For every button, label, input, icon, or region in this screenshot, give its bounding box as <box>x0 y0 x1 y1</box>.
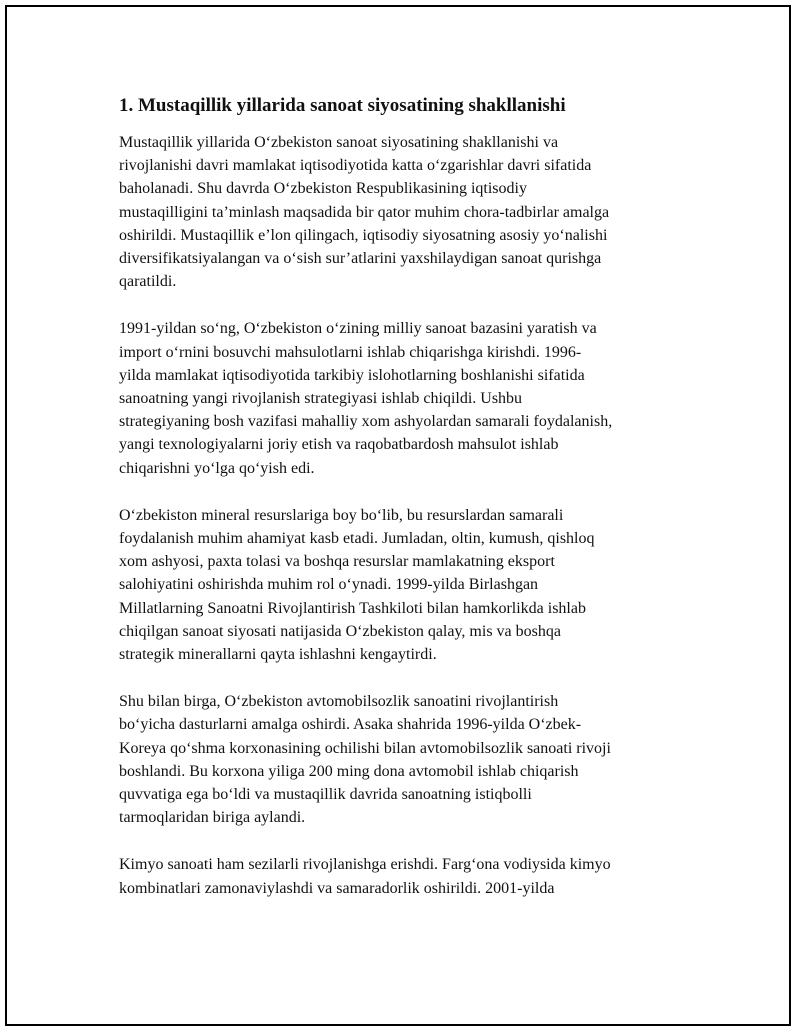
text-line: Kimyo sanoati ham sezilarli rivojlanishga erishdi. Farg‘ona vodiysida kimyo <box>119 856 611 874</box>
text-line: baholanadi. Shu davrda O‘zbekiston Respublikasining iqtisodiy <box>119 180 527 198</box>
text-line: Shu bilan birga, O‘zbekiston avtomobilsozlik sanoatini rivojlantirish <box>119 693 559 711</box>
paragraph <box>119 690 697 829</box>
text-line: import o‘rnini bosuvchi mahsulotlarni ishlab chiqarishga kirishdi. 1996- <box>119 343 582 361</box>
text-line: kombinatlari zamonaviylashdi va samaradorlik oshirildi. 2001-yilda <box>119 879 555 897</box>
text-line: xom ashyosi, paxta tolasi va boshqa resurslar mamlakatning eksport <box>119 553 555 571</box>
text-line: chiqarishni yo‘lga qo‘yish edi. <box>119 459 315 477</box>
paragraph-list <box>119 131 697 900</box>
text-line: Koreya qo‘shma korxonasining ochilishi bilan avtomobilsozlik sanoati rivoji <box>119 739 611 757</box>
text-line: rivojlanishi davri mamlakat iqtisodiyotida katta o‘zgarishlar davri sifatida <box>119 157 592 175</box>
document-body <box>119 92 697 924</box>
text-line: sanoatning yangi rivojlanish strategiyasi ishlab chiqildi. Ushbu <box>119 390 523 408</box>
paragraph <box>119 317 697 479</box>
text-line: qaratildi. <box>119 273 177 291</box>
text-line: yilda mamlakat iqtisodiyotida tarkibiy islohotlarning boshlanishi sifatida <box>119 366 585 384</box>
text-line: Mustaqillik yillarida O‘zbekiston sanoat siyosatining shakllanishi va <box>119 134 559 151</box>
text-line: quvvatiga ega bo‘ldi va mustaqillik davrida sanoatning istiqbolli <box>119 786 532 804</box>
text-line: O‘zbekiston mineral resurslariga boy bo‘lib, bu resurslardan samarali <box>119 506 564 524</box>
text-line: boshlandi. Bu korxona yiliga 200 ming dona avtomobil ishlab chiqarish <box>119 762 579 780</box>
section-heading: 1. Mustaqillik yillarida sanoat siyosatining shakllanishi <box>119 95 566 116</box>
text-line: diversifikatsiyalangan va o‘sish sur’atlarini yaxshilaydigan sanoat qurishga <box>119 250 602 268</box>
text-line: strategik minerallarni qayta ishlashni kengaytirdi. <box>119 646 437 664</box>
text-line: chiqilgan sanoat siyosati natijasida O‘zbekiston qalay, mis va boshqa <box>119 622 561 640</box>
text-line: oshirildi. Mustaqillik e’lon qilingach, iqtisodiy siyosatning asosiy yo‘nalishi <box>119 226 608 244</box>
text-line: foydalanish muhim ahamiyat kasb etadi. Jumladan, oltin, kumush, qishloq <box>119 530 595 548</box>
text-line: strategiyaning bosh vazifasi mahalliy xom ashyolardan samarali foydalanish, <box>119 413 613 431</box>
text-line: tarmoqlaridan biriga aylandi. <box>119 809 306 827</box>
text-line: salohiyatini oshirishda muhim rol o‘ynadi. 1999-yilda Birlashgan <box>119 576 539 594</box>
paragraph <box>119 853 697 899</box>
text-line: yangi texnologiyalarni joriy etish va raqobatbardosh mahsulot ishlab <box>119 436 559 454</box>
text-line: Millatlarning Sanoatni Rivojlantirish Tashkiloti bilan hamkorlikda ishlab <box>119 599 586 617</box>
paragraph <box>119 504 697 666</box>
paragraph <box>119 131 697 293</box>
text-line: 1991-yildan so‘ng, O‘zbekiston o‘zining milliy sanoat bazasini yaratish va <box>119 320 597 338</box>
text-line: mustaqilligini ta’minlash maqsadida bir qator muhim chora-tadbirlar amalga <box>119 203 610 221</box>
text-line: bo‘yicha dasturlarni amalga oshirdi. Asaka shahrida 1996-yilda O‘zbek- <box>119 716 582 734</box>
